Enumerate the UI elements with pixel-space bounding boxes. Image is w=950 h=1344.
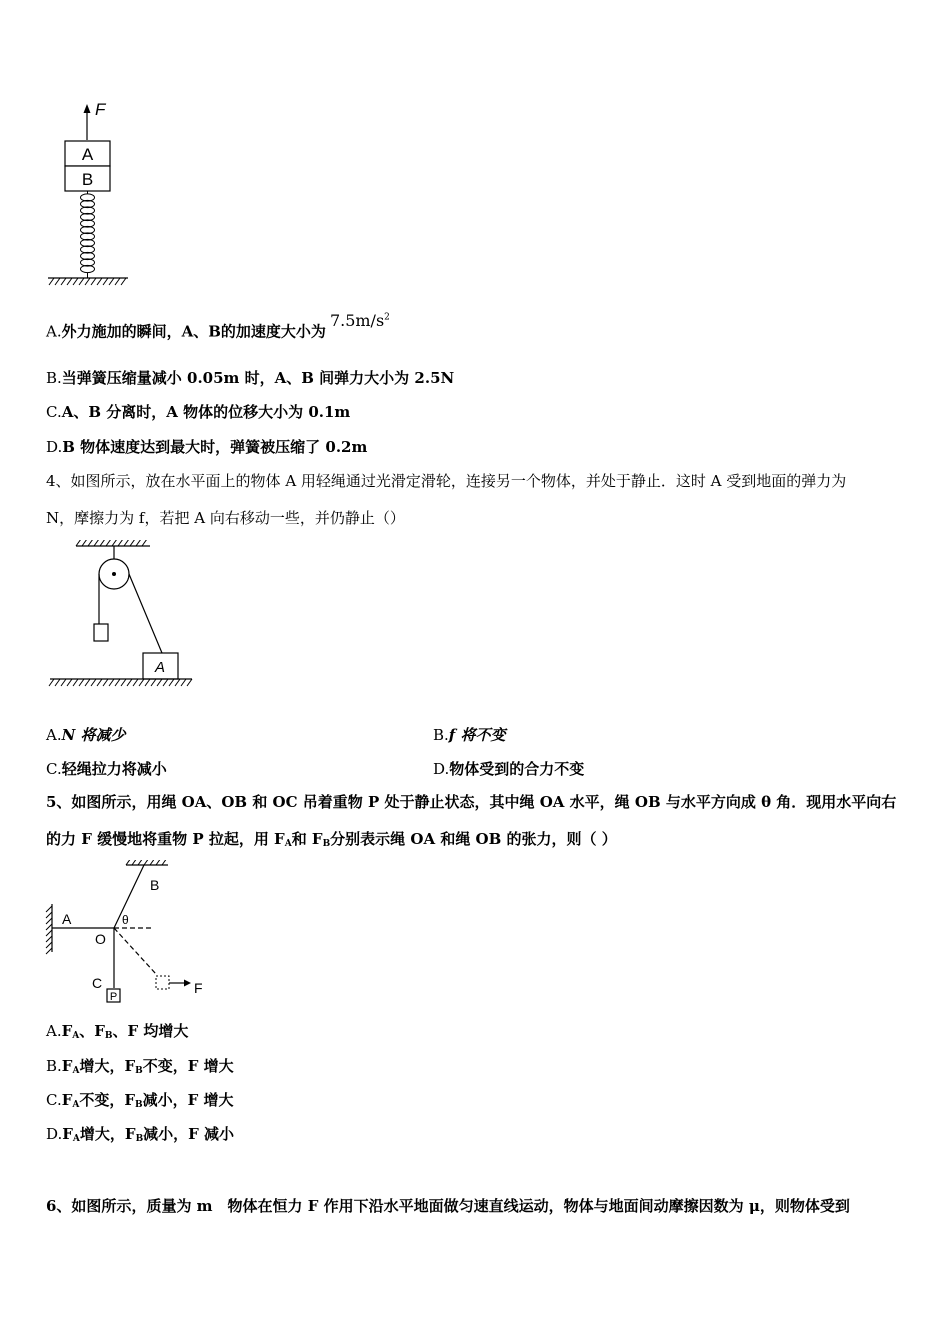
q3-option-a: A.外力施加的瞬间，A、B的加速度大小为$7.5m/s^2$	[46, 311, 390, 341]
q4-stem-line1: 4、如图所示，放在水平面上的物体 A 用轻绳通过光滑定滑轮，连接另一个物体，并处于静止．这时 A 受到地面的弹力为	[46, 472, 847, 490]
rope-forces-figure	[44, 860, 224, 1008]
q5-option-c: $C.F_A$不变，$F_B$减小，F 增大	[46, 1091, 234, 1110]
hanging-mass	[94, 624, 108, 641]
q4-option-a: A.N 将减少	[46, 726, 126, 744]
q4-option-d: D.物体受到的合力不变	[433, 760, 585, 778]
q5-option-d: $D.F_A$增大，$F_B$减小，F 减小	[46, 1125, 235, 1144]
label-theta: θ	[122, 913, 129, 927]
label-f: F	[194, 980, 203, 996]
label-p: P	[109, 991, 118, 1003]
q4-option-b: B.f 将不变	[433, 726, 506, 744]
force-label-f: F	[95, 100, 106, 119]
block-a-label: A	[81, 145, 94, 164]
spring	[81, 191, 95, 278]
pulley-figure	[46, 540, 206, 690]
label-c: C	[92, 975, 103, 991]
q3-option-b: B.当弹簧压缩量减小 0.05m 时，A、B 间弹力大小为 2.5N	[46, 369, 455, 387]
block-a-label: A	[154, 659, 166, 676]
q4-stem-line2: N，摩擦力为 f，若把 A 向右移动一些，并仍静止（）	[46, 509, 405, 527]
q4-option-c: C.轻绳拉力将减小	[46, 760, 167, 778]
label-a: A	[62, 911, 72, 927]
q3-accel-value: $7.5m/s^2$	[329, 311, 390, 331]
spring-block-figure	[44, 96, 134, 288]
q5-option-b: $B.F_A$增大，$F_B$不变，F 增大	[46, 1057, 234, 1076]
q3-option-c: C.A、B 分离时，A 物体的位移大小为 0.1m	[46, 403, 351, 421]
label-b: B	[150, 877, 160, 893]
q5-stem-line2: 的力 F 缓慢地将重物 P 拉起，用 $F_A$和 $F_B$分别表示绳 OA 和绳 OB 的张力，则（ ）	[46, 830, 617, 849]
block-b-label: B	[81, 170, 94, 189]
q3-option-d: D.B 物体速度达到最大时，弹簧被压缩了 0.2m	[46, 438, 368, 456]
q5-option-a: $A.F_A$、$F_B$、F 均增大	[46, 1022, 189, 1041]
ground-hatch	[49, 278, 126, 285]
q6-stem-line1: 6、如图所示，质量为 m 物体在恒力 F 作用下沿水平地面做匀速直线运动，物体与地面间动摩擦因数为 μ，则物体受到	[46, 1197, 850, 1215]
label-o: O	[95, 931, 106, 947]
q5-stem-line1: 5、如图所示，用绳 OA、OB 和 OC 吊着重物 P 处于静止状态，其中绳 OA 水平，绳 OB 与水平方向成 θ 角．现用水平向右	[46, 793, 897, 811]
